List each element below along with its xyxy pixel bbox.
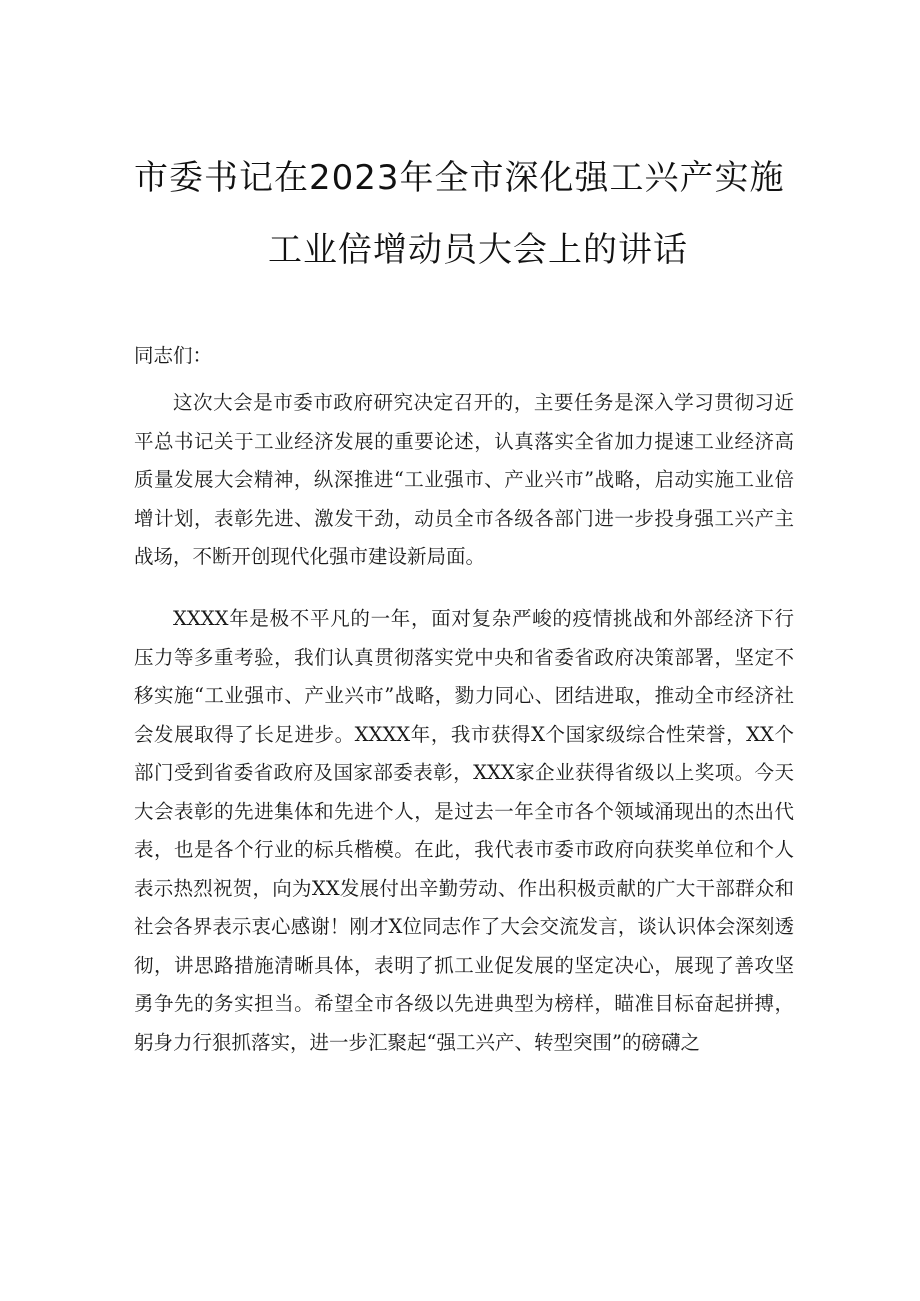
paragraph-2: XXXX年是极不平凡的一年，面对复杂严峻的疫情挑战和外部经济下行压力等多重考验，我们认真贯彻落实党中央和省委省政府决策部署，坚定不移实施“工业强市、产业兴市”战略，勠力同心、团结进取，推动全市经济社会发展取得了长足进步。XXXX年，我市获得X个国家级综合性荣誉，XX个部门受到省委省政府及国家部委表彰，XXX家企业获得省级以上奖项。今天大会表彰的先进集体和先进个人，是过去一年全市各个领域涌现出的杰出代表，也是各个行业的标兵楷模。在此，我代表市委市政府向获奖单位和个人表示热烈祝贺，向为XX发展付出辛勤劳动、作出积极贡献的广大干部群众和社会各界表示衷心感谢！刚才X位同志作了大会交流发言，谈认识体会深刻透彻，讲思路措施清晰具体，表明了抓工业促发展的坚定决心，展现了善攻坚勇争先的务实担当。希望全市各级以先进典型为榜样，瞄准目标奋起拼搏，躬身力行狠抓落实，进一步汇聚起“强工兴产、转型突围”的磅礴之 — [134, 607, 794, 1054]
document-title-line-1: 市委书记在2023年全市深化强工兴产实施 — [134, 158, 785, 198]
paragraph-1: 这次大会是市委市政府研究决定召开的，主要任务是深入学习贯彻习近平总书记关于工业经济发展的重要论述，认真落实全省加力提速工业经济高质量发展大会精神，纵深推进“工业强市、产业兴市”战略，启动实施工业倍增计划，表彰先进、激发干劲，动员全市各级各部门进一步投身强工兴产主战场，不断开创现代化强市建设新局面。 — [134, 391, 794, 568]
salutation: 同志们： — [134, 344, 213, 367]
document-title-line-2: 工业倍增动员大会上的讲话 — [268, 230, 688, 270]
